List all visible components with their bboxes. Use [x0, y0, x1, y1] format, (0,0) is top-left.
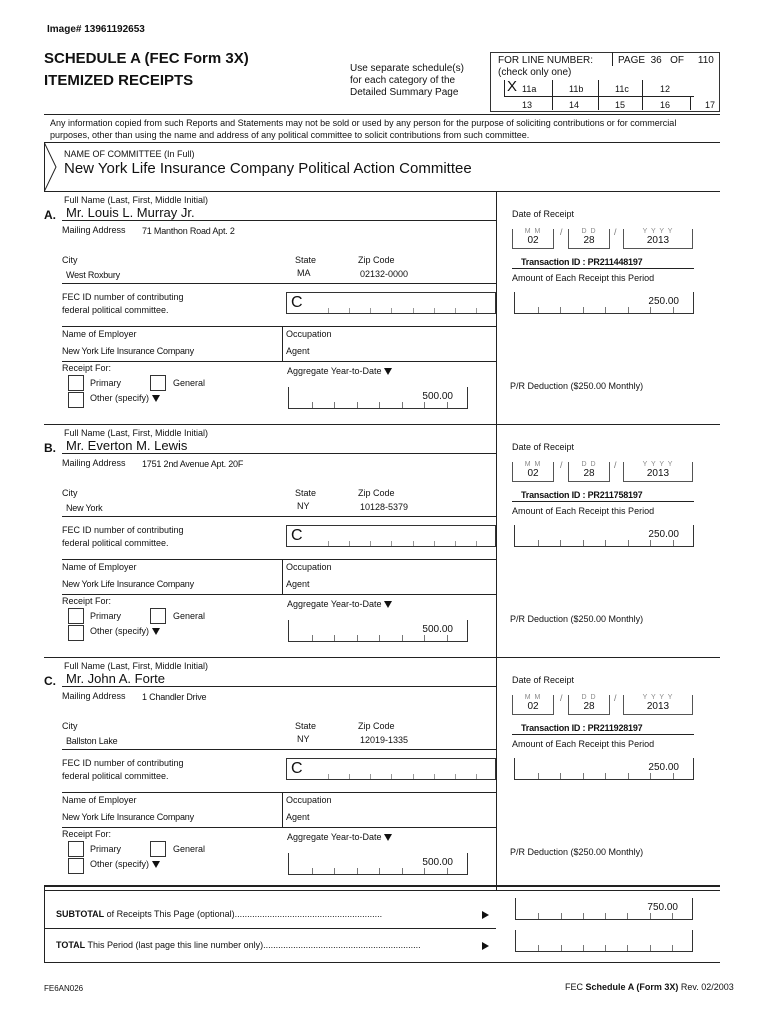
digit-tick — [476, 308, 477, 313]
digit-tick — [561, 913, 562, 919]
employer-label: Name of Employer — [62, 329, 137, 339]
subtotal-amount: 750.00 — [515, 898, 693, 920]
check-only-label: (check only one) — [498, 67, 572, 78]
date-year[interactable]: Y Y Y Y 2013 — [623, 462, 693, 482]
city-value: New York — [66, 503, 103, 513]
occupation-value: Agent — [286, 346, 310, 356]
fec-id-field[interactable]: C — [286, 525, 496, 547]
digit-tick — [413, 308, 414, 313]
digit-tick — [672, 945, 673, 951]
general-checkbox[interactable] — [150, 608, 166, 624]
digit-tick — [328, 541, 329, 546]
fec-id-label-2: federal political committee. — [62, 538, 169, 548]
amount-field[interactable]: 250.00 — [514, 292, 694, 314]
digit-tick — [560, 773, 561, 779]
schedule-subtitle: ITEMIZED RECEIPTS — [44, 72, 194, 89]
digit-tick — [628, 773, 629, 779]
amount-label: Amount of Each Receipt this Period — [512, 506, 655, 516]
occupation-label: Occupation — [286, 795, 332, 805]
amount-field[interactable]: 250.00 — [514, 758, 694, 780]
contributor-name: Mr. Louis L. Murray Jr. — [66, 205, 195, 220]
mailing-address: 1 Chandler Drive — [142, 692, 207, 702]
digit-tick — [349, 541, 350, 546]
state-label: State — [295, 255, 317, 265]
mailing-address: 71 Manthon Road Apt. 2 — [142, 226, 235, 236]
disclaimer: Any information copied from such Reports and Statements may not be sold or used by any person for the purpose of soliciting contributions or for commercial purposes, other than using the name and address of any political committee to solicit contributions from such committee. — [50, 118, 677, 140]
state-value: NY — [297, 501, 310, 511]
digit-tick — [312, 635, 313, 641]
digit-tick — [605, 773, 606, 779]
fec-id-label-2: federal political committee. — [62, 771, 169, 781]
general-checkbox[interactable] — [150, 841, 166, 857]
page-total: 110 — [697, 55, 714, 66]
fec-id-label-1: FEC ID number of contributing — [62, 292, 184, 302]
digit-tick — [391, 541, 392, 546]
digit-tick — [673, 540, 674, 546]
digit-tick — [455, 541, 456, 546]
aggregate-field[interactable]: 500.00 — [288, 853, 468, 875]
digit-tick — [673, 307, 674, 313]
digit-tick — [402, 402, 403, 408]
city-value: West Roxbury — [66, 270, 120, 280]
date-month[interactable]: M M 02 — [512, 229, 554, 249]
occupation-label: Occupation — [286, 329, 332, 339]
digit-tick — [391, 774, 392, 779]
digit-tick — [434, 541, 435, 546]
footer-form: FEC Schedule A (Form 3X) Rev. 02/2003 — [565, 982, 734, 992]
digit-tick — [312, 868, 313, 874]
aggregate-field[interactable]: 500.00 — [288, 387, 468, 409]
memo-text: P/R Deduction ($250.00 Monthly) — [510, 614, 644, 624]
dropdown-arrow-icon — [152, 628, 160, 635]
dropdown-arrow-icon — [152, 861, 160, 868]
digit-tick — [650, 913, 651, 919]
digit-tick — [312, 402, 313, 408]
transaction-id: Transaction ID : PR211928197 — [521, 723, 643, 733]
digit-tick — [538, 307, 539, 313]
contributor-name: Mr. John A. Forte — [66, 671, 165, 686]
primary-label: Primary — [90, 378, 121, 388]
fec-id-field[interactable]: C — [286, 758, 496, 780]
checkbox-11a[interactable]: X — [506, 78, 517, 95]
committee-label: NAME OF COMMITTEE (In Full) — [64, 149, 195, 159]
amount-field[interactable]: 250.00 — [514, 525, 694, 547]
digit-tick — [650, 307, 651, 313]
digit-tick — [402, 635, 403, 641]
entry-letter: C. — [44, 674, 56, 688]
committee-name: New York Life Insurance Company Political Action Committee — [64, 160, 472, 177]
city-label: City — [62, 255, 78, 265]
primary-checkbox[interactable] — [68, 375, 84, 391]
digit-tick — [379, 635, 380, 641]
zip-value: 02132-0000 — [360, 269, 409, 279]
digit-tick — [538, 540, 539, 546]
digit-tick — [538, 773, 539, 779]
primary-checkbox[interactable] — [68, 608, 84, 624]
digit-tick — [628, 307, 629, 313]
zip-label: Zip Code — [358, 488, 395, 498]
state-value: MA — [297, 268, 311, 278]
digit-tick — [605, 945, 606, 951]
digit-tick — [447, 868, 448, 874]
page-number: 36 — [650, 55, 662, 66]
employer-value: New York Life Insurance Company — [62, 346, 194, 356]
primary-label: Primary — [90, 844, 121, 854]
digit-tick — [334, 402, 335, 408]
date-year[interactable]: Y Y Y Y 2013 — [623, 695, 693, 715]
subtotal-arrow-icon — [482, 911, 489, 919]
fec-id-field[interactable]: C — [286, 292, 496, 314]
digit-tick — [391, 308, 392, 313]
aggregate-label: Aggregate Year-to-Date — [287, 832, 392, 842]
digit-tick — [560, 307, 561, 313]
fec-id-label-1: FEC ID number of contributing — [62, 525, 184, 535]
occupation-label: Occupation — [286, 562, 332, 572]
digit-tick — [583, 913, 584, 919]
state-label: State — [295, 488, 317, 498]
digit-tick — [328, 774, 329, 779]
receipt-for-label: Receipt For: — [62, 829, 112, 839]
aggregate-arrow-icon — [384, 834, 392, 841]
digit-tick — [650, 945, 651, 951]
digit-tick — [357, 635, 358, 641]
committee-arrow-icon — [44, 142, 58, 192]
aggregate-field[interactable]: 500.00 — [288, 620, 468, 642]
digit-tick — [328, 308, 329, 313]
zip-value: 12019-1335 — [360, 735, 409, 745]
date-of-receipt-label: Date of Receipt — [512, 675, 575, 685]
digit-tick — [413, 541, 414, 546]
digit-tick — [402, 868, 403, 874]
digit-tick — [561, 945, 562, 951]
digit-tick — [424, 635, 425, 641]
digit-tick — [455, 308, 456, 313]
digit-tick — [334, 868, 335, 874]
general-checkbox[interactable] — [150, 375, 166, 391]
memo-text: P/R Deduction ($250.00 Monthly) — [510, 381, 644, 391]
aggregate-arrow-icon — [384, 368, 392, 375]
footer-code: FE6AN026 — [44, 984, 84, 993]
mailing-address-label: Mailing Address — [62, 458, 126, 468]
employer-value: New York Life Insurance Company — [62, 579, 194, 589]
digit-tick — [349, 774, 350, 779]
digit-tick — [627, 913, 628, 919]
digit-tick — [605, 540, 606, 546]
zip-label: Zip Code — [358, 255, 395, 265]
digit-tick — [413, 774, 414, 779]
digit-tick — [628, 540, 629, 546]
digit-tick — [583, 773, 584, 779]
aggregate-label: Aggregate Year-to-Date — [287, 599, 392, 609]
digit-tick — [349, 308, 350, 313]
digit-tick — [583, 307, 584, 313]
occupation-value: Agent — [286, 812, 310, 822]
dropdown-arrow-icon — [152, 395, 160, 402]
image-id: Image# 13961192653 — [47, 24, 145, 35]
digit-tick — [424, 868, 425, 874]
general-label: General — [173, 378, 206, 388]
digit-tick — [583, 540, 584, 546]
digit-tick — [447, 402, 448, 408]
other-label: Other (specify) — [90, 626, 160, 636]
digit-tick — [434, 308, 435, 313]
date-year[interactable]: Y Y Y Y 2013 — [623, 229, 693, 249]
other-checkbox[interactable] — [68, 392, 84, 408]
digit-tick — [476, 774, 477, 779]
digit-tick — [538, 945, 539, 951]
subtotal-label: SUBTOTAL of Receipts This Page (optional)........................................................... — [56, 909, 383, 919]
date-month[interactable]: M M 02 — [512, 695, 554, 715]
zip-value: 10128-5379 — [360, 502, 409, 512]
mailing-address: 1751 2nd Avenue Apt. 20F — [142, 459, 244, 469]
line-number-label: FOR LINE NUMBER: — [498, 55, 594, 66]
total-label: TOTAL This Period (last page this line number only)............................................................... — [56, 940, 421, 950]
digit-tick — [672, 913, 673, 919]
aggregate-arrow-icon — [384, 601, 392, 608]
receipt-for-label: Receipt For: — [62, 363, 112, 373]
digit-tick — [447, 635, 448, 641]
employer-value: New York Life Insurance Company — [62, 812, 194, 822]
date-day[interactable]: D D 28 — [568, 462, 610, 482]
digit-tick — [605, 913, 606, 919]
digit-tick — [538, 913, 539, 919]
contributor-name: Mr. Everton M. Lewis — [66, 438, 188, 453]
digit-tick — [370, 774, 371, 779]
digit-tick — [560, 540, 561, 546]
city-label: City — [62, 488, 78, 498]
digit-tick — [650, 773, 651, 779]
digit-tick — [650, 540, 651, 546]
digit-tick — [370, 308, 371, 313]
primary-checkbox[interactable] — [68, 841, 84, 857]
total-arrow-icon — [482, 942, 489, 950]
digit-tick — [455, 774, 456, 779]
memo-text: P/R Deduction ($250.00 Monthly) — [510, 847, 644, 857]
other-label: Other (specify) — [90, 393, 160, 403]
digit-tick — [434, 774, 435, 779]
digit-tick — [379, 868, 380, 874]
occupation-value: Agent — [286, 579, 310, 589]
state-value: NY — [297, 734, 310, 744]
digit-tick — [605, 307, 606, 313]
mailing-address-label: Mailing Address — [62, 691, 126, 701]
total-amount — [515, 930, 693, 952]
digit-tick — [370, 541, 371, 546]
receipt-for-label: Receipt For: — [62, 596, 112, 606]
transaction-id: Transaction ID : PR211448197 — [521, 257, 643, 267]
general-label: General — [173, 611, 206, 621]
full-name-label: Full Name (Last, First, Middle Initial) — [64, 428, 209, 438]
full-name-label: Full Name (Last, First, Middle Initial) — [64, 195, 209, 205]
other-label: Other (specify) — [90, 859, 160, 869]
digit-tick — [334, 635, 335, 641]
other-checkbox[interactable] — [68, 625, 84, 641]
digit-tick — [357, 402, 358, 408]
amount-label: Amount of Each Receipt this Period — [512, 273, 655, 283]
primary-label: Primary — [90, 611, 121, 621]
full-name-label: Full Name (Last, First, Middle Initial) — [64, 661, 209, 671]
date-of-receipt-label: Date of Receipt — [512, 442, 575, 452]
page-indicator: PAGE 36 OF 110 — [618, 55, 714, 66]
fec-id-label-2: federal political committee. — [62, 305, 169, 315]
transaction-id: Transaction ID : PR211758197 — [521, 490, 643, 500]
digit-tick — [673, 773, 674, 779]
other-checkbox[interactable] — [68, 858, 84, 874]
date-month[interactable]: M M 02 — [512, 462, 554, 482]
digit-tick — [424, 402, 425, 408]
city-label: City — [62, 721, 78, 731]
date-day[interactable]: D D 28 — [568, 695, 610, 715]
digit-tick — [627, 945, 628, 951]
digit-tick — [583, 945, 584, 951]
amount-label: Amount of Each Receipt this Period — [512, 739, 655, 749]
entry-letter: B. — [44, 441, 56, 455]
zip-label: Zip Code — [358, 721, 395, 731]
entry-letter: A. — [44, 208, 56, 222]
state-label: State — [295, 721, 317, 731]
mailing-address-label: Mailing Address — [62, 225, 126, 235]
general-label: General — [173, 844, 206, 854]
date-day[interactable]: D D 28 — [568, 229, 610, 249]
schedule-title: SCHEDULE A (FEC Form 3X) — [44, 50, 249, 67]
digit-tick — [357, 868, 358, 874]
city-value: Ballston Lake — [66, 736, 118, 746]
aggregate-label: Aggregate Year-to-Date — [287, 366, 392, 376]
schedule-note: Use separate schedule(s) for each category of the Detailed Summary Page — [350, 63, 464, 98]
date-of-receipt-label: Date of Receipt — [512, 209, 575, 219]
employer-label: Name of Employer — [62, 795, 137, 805]
fec-id-label-1: FEC ID number of contributing — [62, 758, 184, 768]
digit-tick — [379, 402, 380, 408]
employer-label: Name of Employer — [62, 562, 137, 572]
digit-tick — [476, 541, 477, 546]
